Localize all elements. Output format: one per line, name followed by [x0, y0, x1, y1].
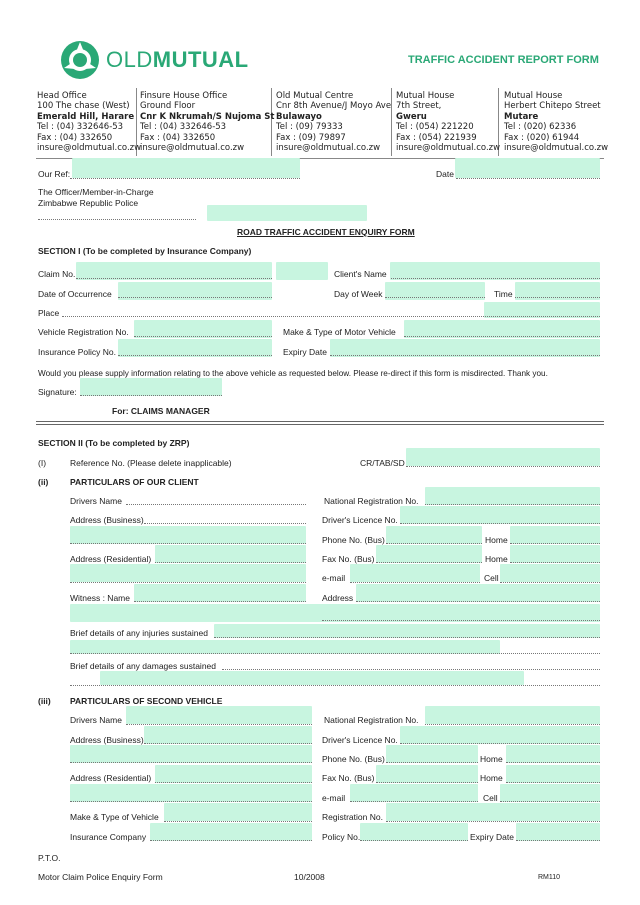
client-drivers-name-label: Drivers Name	[70, 496, 122, 506]
injuries-field-2[interactable]	[70, 653, 600, 654]
second-fax-label: Fax No. (Bus)	[322, 773, 375, 783]
pto-text: P.T.O.	[38, 853, 61, 863]
office-address-3	[276, 91, 391, 153]
injuries-label: Brief details of any injuries sustained	[70, 628, 208, 638]
second-addr-res-label: Address (Residential)	[70, 773, 152, 783]
logo-emblem-icon	[60, 40, 100, 80]
ref-num: (I)	[38, 458, 47, 468]
client-home-label: Home	[485, 535, 508, 545]
client-home-phone-field[interactable]	[510, 543, 600, 544]
place-label: Place	[38, 308, 60, 318]
client-cell-label: Cell	[484, 573, 499, 583]
office-address-1	[37, 91, 141, 153]
make-type-vehicle-field[interactable]	[164, 821, 312, 822]
logo-old-text: OLD	[106, 47, 153, 72]
client-addr-res-label: Address (Residential)	[70, 554, 152, 564]
claim-no-field[interactable]	[76, 278, 272, 279]
form-title: TRAFFIC ACCIDENT REPORT FORM	[408, 54, 599, 66]
policy-no-label: Insurance Policy No.	[38, 347, 116, 357]
ref-label: Reference No. (Please delete inapplicable)	[70, 458, 232, 468]
client-nat-reg-field[interactable]	[425, 504, 600, 505]
for-claims-manager: For: CLAIMS MANAGER	[112, 406, 210, 416]
vehicle-reg-field[interactable]	[134, 336, 272, 337]
second-expiry-label: Expiry Date	[470, 832, 514, 842]
make-type-field[interactable]	[404, 336, 600, 337]
second-email-field[interactable]	[350, 801, 478, 802]
office-address-5	[504, 91, 608, 153]
signature-field[interactable]	[80, 395, 222, 396]
office-address-4	[396, 91, 500, 153]
client-nat-reg-label: National Registration No.	[324, 496, 419, 506]
second-nat-reg-field[interactable]	[425, 724, 600, 725]
second-phone-field[interactable]	[386, 762, 478, 763]
section2-heading: SECTION II (To be completed by ZRP)	[38, 438, 190, 448]
registration-no-label: Registration No.	[322, 812, 383, 822]
client-addr-business-field[interactable]	[144, 523, 306, 524]
addressee-line2: Zimbabwe Republic Police	[38, 198, 139, 208]
client-licence-label: Driver's Licence No.	[322, 515, 398, 525]
second-licence-field[interactable]	[400, 743, 600, 744]
office-line: 100 The chase (West)	[37, 101, 130, 112]
client-fax-field[interactable]	[376, 562, 482, 563]
particulars-second-title: PARTICULARS OF SECOND VEHICLE	[70, 696, 223, 706]
witness-address-field[interactable]	[356, 601, 600, 602]
client-phone-label: Phone No. (Bus)	[322, 535, 385, 545]
damages-field-2[interactable]	[70, 685, 600, 686]
office-line: Gweru	[396, 111, 427, 122]
witness-name-field[interactable]	[134, 601, 306, 602]
client-licence-field[interactable]	[400, 523, 600, 524]
office-line: insure@oldmutual.co.zw	[504, 143, 609, 154]
logo	[60, 40, 260, 80]
second-home-phone-field[interactable]	[506, 762, 600, 763]
make-type-label: Make & Type of Motor Vehicle	[283, 327, 396, 337]
policy-field[interactable]	[360, 840, 468, 841]
damages-label: Brief details of any damages sustained	[70, 661, 217, 671]
enquiry-title: ROAD TRAFFIC ACCIDENT ENQUIRY FORM	[237, 227, 415, 237]
client-addr-business-field-2[interactable]	[70, 543, 306, 544]
particulars-client-title: PARTICULARS OF OUR CLIENT	[70, 477, 199, 487]
client-fax-home-field[interactable]	[510, 562, 600, 563]
policy-no-field[interactable]	[118, 355, 272, 356]
cr-tab-sd-label: CR/TAB/SD	[360, 458, 405, 468]
second-phone-label: Phone No. (Bus)	[322, 754, 385, 764]
office-line: Cnr K Nkrumah/S Nujoma St	[140, 111, 275, 122]
date-of-occurrence-field[interactable]	[118, 297, 272, 298]
insurance-company-label: Insurance Company	[70, 832, 147, 842]
make-type-vehicle-label: Make & Type of Vehicle	[70, 812, 159, 822]
office-line: Tel : (04) 332646-53	[140, 122, 227, 133]
request-text: Would you please supply information relating to the above vehicle as requested below. Please re-direct if this form is misdirected. Thank you.	[38, 369, 548, 378]
expiry-date-label: Expiry Date	[283, 347, 327, 357]
reference-no-field[interactable]	[406, 466, 600, 467]
office-line: 7th Street,	[396, 101, 442, 112]
office-line: Fax : (054) 221939	[396, 132, 477, 143]
second-drivers-name-field[interactable]	[126, 724, 312, 725]
date-of-occurrence-label: Date of Occurrence	[38, 289, 112, 299]
office-line: Tel : (04) 332646-53	[37, 122, 124, 133]
client-email-field[interactable]	[350, 582, 480, 583]
addressee-station-field[interactable]	[38, 219, 196, 220]
office-line: Tel : (054) 221220	[396, 122, 474, 133]
place-field[interactable]	[62, 316, 600, 317]
expiry-date-field[interactable]	[330, 355, 600, 356]
office-line: Mutare	[504, 111, 539, 122]
office-line: Fax : (020) 61944	[504, 132, 580, 143]
logo-mutual-text: MUTUAL	[152, 47, 249, 72]
time-label: Time	[494, 289, 513, 299]
footer-code: RM110	[538, 874, 561, 881]
client-phone-field[interactable]	[386, 543, 482, 544]
second-addr-business-field-2[interactable]	[70, 762, 312, 763]
office-line: Bulawayo	[276, 111, 322, 122]
vehicle-reg-label: Vehicle Registration No.	[38, 327, 129, 337]
office-line: Fax : (09) 79897	[276, 132, 346, 143]
office-line: Tel : (09) 79333	[276, 122, 343, 133]
our-ref-field[interactable]	[70, 178, 300, 179]
time-field[interactable]	[515, 297, 600, 298]
office-line: Fax : (04) 332650	[140, 132, 216, 143]
office-line: insure@oldmutual.co.zw	[396, 143, 501, 154]
office-line: Finsure House Office	[140, 91, 228, 101]
insurance-company-field[interactable]	[150, 840, 312, 841]
footer-date: 10/2008	[294, 872, 325, 882]
client-addr-business-label: Address (Business)	[70, 515, 144, 525]
date-field[interactable]	[456, 178, 600, 179]
second-fax-home-field[interactable]	[506, 782, 600, 783]
office-line: Herbert Chitepo Street	[504, 101, 601, 112]
particulars-second-num: (iii)	[38, 696, 51, 706]
second-email-label: e-mail	[322, 793, 346, 803]
office-line: insure@oldmutual.co.zw	[140, 143, 245, 154]
office-line: insure@oldmutual.co.zw	[37, 143, 142, 154]
office-line: Mutual House	[396, 91, 455, 101]
our-ref-label: Our Ref:	[38, 169, 71, 179]
office-line: Old Mutual Centre	[276, 91, 354, 101]
claim-no-label: Claim No.	[38, 269, 76, 279]
office-line: Cnr 8th Avenue/J Moyo Ave	[276, 101, 392, 112]
second-fax-field[interactable]	[376, 782, 478, 783]
second-nat-reg-label: National Registration No.	[324, 715, 419, 725]
day-of-week-field[interactable]	[385, 297, 485, 298]
client-fax-label: Fax No. (Bus)	[322, 554, 375, 564]
clients-name-label: Client's Name	[334, 269, 387, 279]
office-line: Emerald Hill, Harare	[37, 111, 135, 122]
second-expiry-field[interactable]	[516, 840, 600, 841]
date-label: Date	[436, 169, 454, 179]
footer-form-name: Motor Claim Police Enquiry Form	[38, 872, 163, 882]
second-fax-home-label: Home	[480, 773, 503, 783]
section1-heading: SECTION I (To be completed by Insurance Company)	[38, 246, 252, 256]
clients-name-field[interactable]	[391, 278, 600, 279]
second-drivers-name-label: Drivers Name	[70, 715, 122, 725]
damages-field[interactable]	[222, 669, 600, 670]
office-line: Head Office	[37, 91, 87, 101]
witness-name-label: Witness : Name	[70, 593, 130, 603]
client-fax-home-label: Home	[485, 554, 508, 564]
client-addr-res-field[interactable]	[155, 562, 306, 563]
second-home-label: Home	[480, 754, 503, 764]
witness-address-field-2[interactable]	[322, 620, 600, 621]
office-line: insure@oldmutual.co.zw	[276, 143, 381, 154]
second-addr-business-field[interactable]	[144, 743, 312, 744]
office-address-2	[140, 91, 274, 153]
second-licence-label: Driver's Licence No.	[322, 735, 398, 745]
office-line: Fax : (04) 332650	[37, 132, 113, 143]
office-line: Mutual House	[504, 91, 563, 101]
registration-no-field[interactable]	[386, 821, 600, 822]
office-line: Ground Floor	[140, 101, 196, 112]
office-line: Tel : (020) 62336	[504, 122, 577, 133]
second-addr-business-label: Address (Business)	[70, 735, 144, 745]
injuries-field[interactable]	[214, 637, 600, 638]
client-drivers-name-field[interactable]	[126, 504, 306, 505]
signature-label: Signature:	[38, 387, 77, 397]
day-of-week-label: Day of Week	[334, 289, 383, 299]
client-email-label: e-mail	[322, 573, 346, 583]
second-cell-field[interactable]	[500, 801, 600, 802]
addressee-line1: The Officer/Member-in-Charge	[38, 187, 154, 197]
client-addr-res-field-2[interactable]	[70, 582, 306, 583]
policy-label: Policy No.	[322, 832, 361, 842]
second-addr-res-field-2[interactable]	[70, 801, 312, 802]
second-cell-label: Cell	[483, 793, 498, 803]
second-addr-res-field[interactable]	[155, 782, 312, 783]
witness-address-label: Address	[322, 593, 354, 603]
particulars-client-num: (ii)	[38, 477, 49, 487]
client-cell-field[interactable]	[500, 582, 600, 583]
